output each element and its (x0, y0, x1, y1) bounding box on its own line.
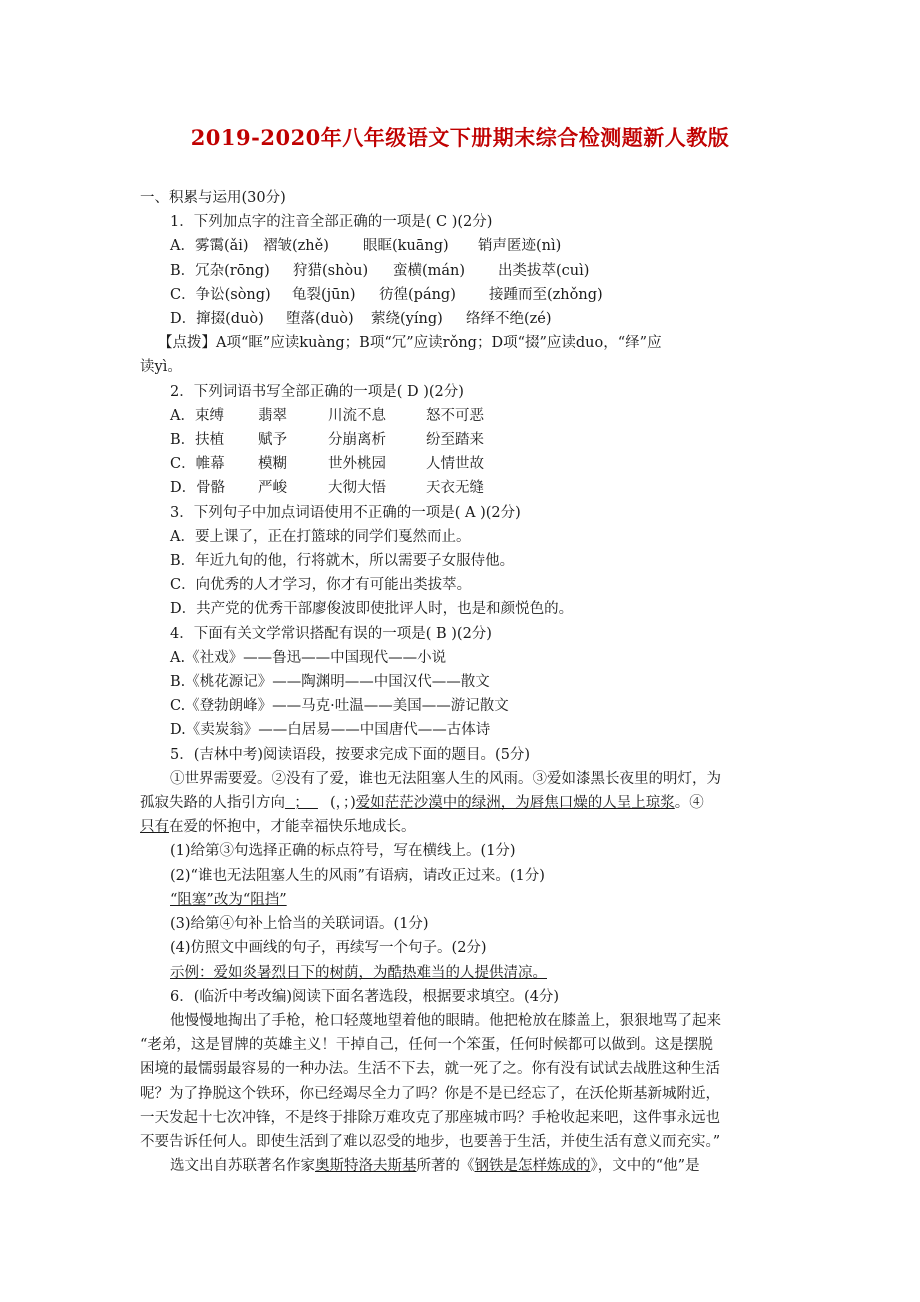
option-word: C．帷幕 (170, 456, 225, 473)
question-1-option-a (140, 234, 780, 258)
option-word: 销声匿迹(nì) (478, 238, 562, 255)
question-6-passage-line: 一天发起十七次冲锋，不是终于排除万难攻克了那座城市吗？手枪收起来吧，这件事永远也 (140, 1109, 720, 1126)
passage-text: 。④ (674, 795, 704, 812)
underlined-sentence: 爱如茫茫沙漠中的绿洲，为唇焦口燥的人呈上琼浆 (355, 795, 675, 812)
question-6-passage-line: 呢？为了挣脱这个铁环，你已经竭尽全力了吗？你是不是已经忘了，在沃伦斯基新城附近， (140, 1085, 720, 1102)
question-2-option-b (140, 428, 780, 452)
question-4-stem: 4．下面有关文学常识搭配有误的一项是( B )(2分) (170, 625, 492, 642)
question-4-option-b: B.《桃花源记》——陶渊明——中国汉代——散文 (170, 674, 490, 691)
question-2-option-d (140, 476, 780, 500)
option-word: 褶皱(zhě) (263, 238, 329, 255)
option-word: 翡翠 (258, 407, 287, 424)
option-word: A．束缚 (170, 407, 224, 424)
option-word: 出类拔萃(cuì) (498, 262, 590, 279)
option-word: 萦绕(yíng) (371, 311, 443, 328)
question-1-option-c (140, 283, 780, 307)
question-5-stem: 5．(吉林中考)阅读语段，按要求完成下面的题目。(5分) (170, 746, 531, 763)
question-2-option-c (140, 452, 780, 476)
section-heading: 一、积累与运用(30分) (140, 190, 286, 206)
question-1-hint-cont: 读yì。 (140, 359, 182, 376)
option-word: 眼眶(kuāng) (363, 238, 449, 255)
option-word: 赋予 (258, 432, 287, 449)
passage-text: 》，文中的“他”是 (590, 1158, 700, 1175)
option-word: 天衣无缝 (426, 480, 484, 497)
question-5-passage-line (140, 791, 780, 815)
question-1-option-d (140, 307, 780, 331)
question-4-option-d: D.《卖炭翁》——白居易——中国唐代——古体诗 (170, 722, 491, 739)
question-2-stem: 2．下列词语书写全部正确的一项是( D )(2分) (170, 383, 464, 400)
question-1-stem: 1．下列加点字的注音全部正确的一项是( C )(2分) (170, 214, 493, 231)
question-4-option-a: A.《社戏》——鲁迅——中国现代——小说 (170, 649, 447, 666)
option-word: 严峻 (258, 480, 287, 497)
passage-text: 选文出自苏联著名作家 (170, 1158, 315, 1175)
option-word: C．争讼(sòng) (170, 286, 271, 303)
option-word: 分崩离析 (328, 432, 386, 449)
passage-text: 在爱的怀抱中，才能幸福快乐地成长。 (169, 819, 416, 836)
question-5-sub-4: (4)仿照文中画线的句子，再续写一个句子。(2分) (170, 940, 487, 957)
option-word: 怒不可恶 (426, 407, 484, 424)
passage-text: 所著的《 (416, 1158, 475, 1175)
answer-text: 只有 (140, 819, 169, 836)
option-word: 纷至踏来 (426, 432, 484, 449)
option-word: 世外桃园 (328, 456, 386, 473)
question-6-passage-line: “老弟，这是冒牌的英雄主义！干掉自己，任何一个笨蛋，任何时候都可以做到。这是摆脱 (140, 1037, 713, 1054)
option-word: 模糊 (258, 456, 287, 473)
question-3-option-d: D．共产党的优秀干部廖俊波即使批评人时，也是和颜悦色的。 (170, 601, 574, 618)
question-3-option-b: B．年近九旬的他，行将就木，所以需要子女服侍他。 (170, 553, 515, 570)
question-6-passage-line: 不要告诉任何人。即使生活到了难以忍受的地步，也要善于生活，并使生活有意义而充实。” (140, 1133, 721, 1150)
answer-text: 示例：爱如炎暑烈日下的树荫，为酷热难当的人提供清凉。 (170, 964, 547, 981)
question-5-sub-2: (2)“谁也无法阻塞人生的风雨”有语病，请改正过来。(1分) (170, 867, 545, 884)
answer-blank: ； (285, 795, 318, 812)
option-word: 蛮横(mán) (393, 262, 466, 279)
option-word: A．雾霭(ǎi) (170, 238, 249, 255)
question-5-sub-1: (1)给第③句选择正确的标点符号，写在横线上。(1分) (170, 843, 516, 860)
option-word: 龟裂(jūn) (292, 286, 356, 303)
option-word: 接踵而至(zhǒng) (489, 286, 603, 303)
answer-text: “阻塞”改为“阻挡” (170, 891, 287, 908)
question-6-last-line (140, 1154, 780, 1178)
answer-line (140, 888, 780, 912)
option-word: 狩猎(shòu) (293, 262, 369, 279)
page-title: 2019-2020年八年级语文下册期末综合检测题新人教版 (190, 125, 730, 150)
question-1-option-b (140, 259, 780, 283)
question-2-option-a (140, 404, 780, 428)
option-word: D．撺掇(duò) (170, 311, 264, 328)
option-word: 彷徨(páng) (379, 286, 456, 303)
answer-text: 奥斯特洛夫斯基 (315, 1158, 417, 1175)
option-word: D．骨骼 (170, 480, 226, 497)
option-word: 堕落(duò) (286, 311, 354, 328)
passage-text: 孤寂失路的人指引方向 (140, 795, 285, 812)
question-1-hint: 【点拨】A项“眶”应读kuàng；B项“冗”应读rǒng；D项“掇”应读duo，“绎”应 (158, 335, 662, 352)
question-6-stem: 6．(临沂中考改编)阅读下面名著选段，根据要求填空。(4分) (170, 988, 560, 1005)
question-6-passage-line: 他慢慢地掏出了手枪，枪口轻蔑地望着他的眼睛。他把枪放在膝盖上，狠狠地骂了起来 (170, 1012, 721, 1029)
question-3-option-a: A．要上课了，正在打篮球的同学们戛然而止。 (170, 528, 471, 545)
option-word: B．扶植 (170, 432, 225, 449)
question-3-stem: 3．下列句子中加点词语使用不正确的一项是( A )(2分) (170, 504, 521, 521)
question-3-option-c: C．向优秀的人才学习，你才有可能出类拔萃。 (170, 577, 472, 594)
passage-text: (，；) (329, 795, 356, 812)
question-5-passage-line: ①世界需要爱。②没有了爱，谁也无法阻塞人生的风雨。③爱如漆黑长夜里的明灯，为 (170, 770, 721, 787)
question-5-passage-line (140, 815, 780, 839)
question-5-sub-3: (3)给第④句补上恰当的关联词语。(1分) (170, 916, 429, 933)
answer-line (140, 961, 780, 985)
option-word: 人情世故 (426, 456, 484, 473)
answer-text: 钢铁是怎样炼成的 (474, 1158, 591, 1175)
question-6-passage-line: 困境的最懦弱最容易的一种办法。生活不下去，就一死了之。你有没有试试去战胜这种生活 (140, 1061, 720, 1078)
document-body (140, 186, 780, 1178)
option-word: 大彻大悟 (328, 480, 386, 497)
option-word: 川流不息 (328, 407, 386, 424)
question-4-option-c: C.《登勃朗峰》——马克·吐温——美国——游记散文 (170, 698, 509, 715)
option-word: 络绎不绝(zé) (466, 311, 552, 328)
option-word: B．冗杂(rōng) (170, 262, 270, 279)
